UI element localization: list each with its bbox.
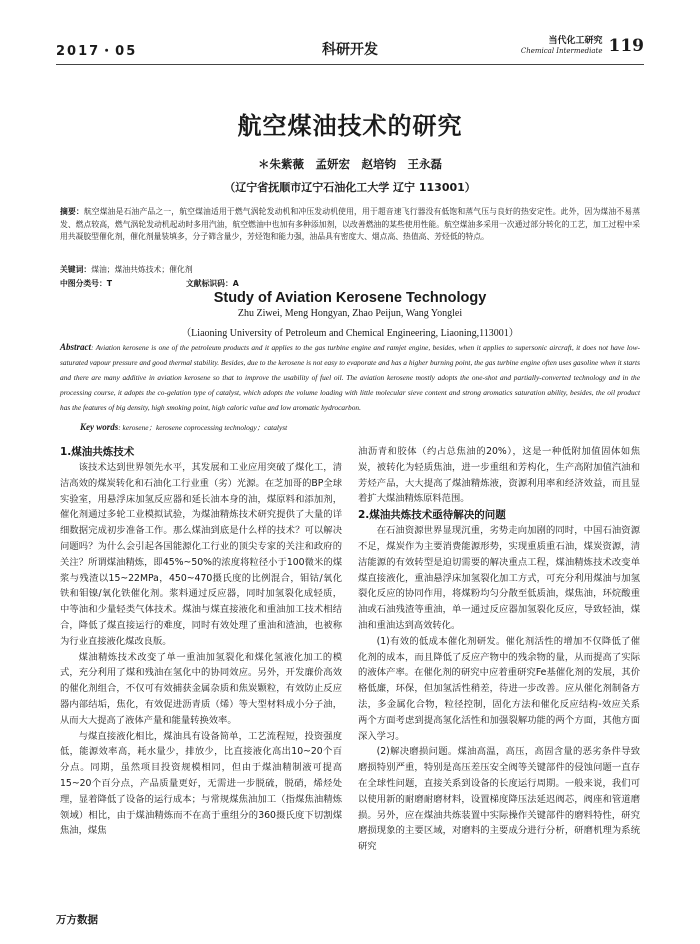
author-list: ＊朱紫薇 孟妍宏 赵培钧 王永磊 bbox=[258, 157, 442, 171]
keywords-text: 煤油；煤油共炼技术；催化剂 bbox=[91, 265, 193, 274]
docid-label: 文献标识码： bbox=[186, 279, 233, 288]
page-header bbox=[56, 36, 644, 62]
class-label: 中图分类号： bbox=[60, 279, 107, 288]
journal-masthead bbox=[521, 36, 644, 56]
affiliation: （辽宁省抚顺市辽宁石油化工大学 辽宁 113001） bbox=[224, 181, 476, 194]
paragraph: 油沥青和胶体（约占总焦油的20%），这是一种低附加值固体如焦炭，被转化为轻质焦油，进一步重组和芳构化，生产高附加值汽油和芳烃产品，大大提高了煤油精炼液，资源利用率和经济效益，而且显着扩大煤油精炼原料范围。 bbox=[358, 446, 640, 505]
footer-watermark: 万方数据 bbox=[56, 914, 98, 926]
section-2-heading: 2.煤油共炼技术亟待解决的问题 bbox=[358, 509, 506, 522]
english-keywords-text: : kerosene；kerosene coprocessing technology；catalyst bbox=[118, 423, 288, 432]
keywords-label: 关键词： bbox=[60, 265, 92, 274]
docid-value: A bbox=[232, 279, 239, 288]
paper-title: 航空煤油技术的研究 bbox=[237, 112, 463, 140]
english-abstract bbox=[60, 340, 640, 415]
abstract-label: 摘要： bbox=[60, 207, 84, 216]
paragraph: 煤油精炼技术改变了单一重油加氢裂化和煤化氢液化加工的模式，充分利用了煤和残油在氢化中的协同效应。另外，开发廉价高效的催化剂组合，不仅可有效捕获金属杂质和焦炭颗粒，有效防止反应器内部结垢，焦化，有效促进沥青质（烯）等大型材料成小分子油，从而大大提高了液体产量和能量转换效率。 bbox=[60, 651, 342, 726]
journal-name-en: Chemical Intermediate bbox=[520, 47, 603, 55]
english-abstract-text: : Aviation kerosene is one of the petroleum products and it applies to the gas turbine engine and ramjet engine, besides, when it applies to supersonic aircraft, it does not have low-saturated vapour pressure and good thermal stability. Besides, due to the kerosene is not easy to evaporate and has a higher burning point, the gas turbine engine often uses gasoline when it starts and there are many additive in aviation kerosene so that to improve the usability of fuel oil. The aviation kerosene mostly adopts the one-shot and partially-converted technology and in the processing course, it adopts the co-gelation type of catalyst, which adopts the volume loading with little molecular sieve content and strong aromatics saturation ability, besides, the oil product has the features of big density, high smoking point, high caloric value and low aromatic hydrocarbon. bbox=[60, 343, 640, 413]
paragraph: 该技术达到世界领先水平，其发展和工业应用突破了煤化工，清洁高效的煤炭转化和石油化工行业重（劣）光源。在芝加哥的BP全球实验室，用悬浮床加氢反应器和延长油本身的油，煤原料和添加剂，催化剂通过多轮工业模拟试验，为煤油精炼技术研究提供了大量的详细数据完成初步准备工作。那么煤油到底是什么样的技术？可以解决问题吗？为什么会引起各国能源化工行业的顶尖专家的关注和政府的关注？所谓煤油精炼，即45%~50%的浓度将粒径小于100微米的煤浆与残渣以15~22MPa，450~470摄氏度的比例混合，钼钴/氧化铁和钼镍/氧化铁催化剂。浆料通过反应器，同时加氢裂化成轻质，中等油和少量轻类气体技术。煤油与煤直接液化和重油加工技术相结合，降低了煤直接运行的难度，同时有效处理了重油和渣油，也被称为行业直接液化煤改良版。 bbox=[60, 462, 342, 647]
english-title: Study of Aviation Kerosene Technology bbox=[213, 290, 487, 306]
classification-line bbox=[60, 278, 620, 289]
paragraph: (2)解决磨损问题。煤油高温，高压，高固含量的恶劣条件导致磨损特别严重，特别是高压差压安全阀等关键部件的侵蚀问题一直存在全球性问题，直接关系到设备的长度运行周期。一般来说，我们可以使用新的耐磨耐磨材料，设置梯度降压法延迟阀芯，阀座和管道磨损。另外，应在煤油共炼装置中实际操作关键部件的磨料特性，研究磨损现象的主要区域，对磨料的主要成分进行分析，研磨机理为系统研究 bbox=[358, 746, 640, 853]
english-affiliation: （Liaoning University of Petroleum and Chemical Engineering, Liaoning,113001） bbox=[181, 328, 519, 339]
paragraph: 在石油资源世界显现沉重，劣势走向加剧的同时，中国石油资源不足，煤炭作为主要消费能源形势，实现重质重石油，煤炭资源，清洁能源的有效转型是迫切需要的解决重点工程，煤油精炼技术改变单煤直接液化，重油悬浮床加氢裂化加工方式，可充分利用煤油与加氢裂化反应的协同作用，将煤粉均匀分散至低质油，煤焦油，环烷酸重油或石油残渣等重油，单一通过反应器加氢裂化反应，导致轻油，煤油和重油达到高效转化。 bbox=[358, 525, 640, 631]
section-title: 科研开发 bbox=[322, 42, 378, 58]
english-authors: Zhu Ziwei, Meng Hongyan, Zhao Peijun, Wang Yonglei bbox=[237, 308, 463, 319]
right-column bbox=[358, 444, 640, 855]
section-1-heading: 1.煤油共炼技术 bbox=[60, 446, 135, 458]
english-abstract-label: Abstract bbox=[60, 342, 92, 352]
english-keywords bbox=[80, 422, 640, 433]
journal-name-cn: 当代化工研究 bbox=[548, 36, 603, 46]
paragraph: 与煤直接液化相比，煤油具有设备简单，工艺流程短，投资强度低，能源效率高，耗水量少，排放少，比直接液化高出10~20个百分点。同期，虽然项目投资规模相同，但由于煤油精制液可提高15~20个百分点，产品质量更好，无需进一步脱硫，脱硝，烯烃处理，显着降低了设备的运行成本；与常规煤焦油加工（指煤焦油精炼领域）相比，由于煤油精炼而不在高于重组分的360摄氏度下切割煤焦油，煤焦 bbox=[60, 730, 342, 837]
chinese-abstract bbox=[60, 206, 640, 244]
abstract-text: 航空煤油是石油产品之一，航空煤油适用于燃气涡轮发动机和冲压发动机使用，用于超音速飞行器没有低饱和蒸气压与良好的热安定性。此外，因为煤油不易蒸发、燃点较高，燃气涡轮发动机起动时多用汽油，航空燃油中也加有多种添加剂，以改善燃油的某些使用性能。航空煤油多采用一次通过部分转化的工艺，加工过程中采用共凝胶型催化剂，催化剂量装填多，分子筛含量少，芳烃饱和能力强，油品具有密度大、烟点高、热值高、芳烃低的特点。 bbox=[60, 207, 640, 242]
issue-number: 2017・05 bbox=[56, 44, 138, 59]
header-divider bbox=[56, 64, 644, 65]
chinese-keywords bbox=[60, 264, 640, 275]
english-keywords-label: Key words bbox=[80, 422, 119, 432]
page-number: 119 bbox=[608, 36, 644, 56]
class-value: T bbox=[106, 279, 113, 288]
left-column bbox=[60, 444, 342, 839]
paragraph: (1)有效的低成本催化剂研发。催化剂活性的增加不仅降低了催化剂的成本，而且降低了反应产物中的残余物的量，从而提高了实际的液体产率。在催化剂的研究中应着重研究Fe基催化剂的发展，其价格低廉，环保，但加氢活性稍差，待进一步改善。应从催化剂制备方法，多金属化合物，粒径控制，固化方法和催化反应结构-效应关系两个方面考虑到提高氢化活性和加强裂解功能的两个方面，其他方面深入学习。 bbox=[358, 635, 640, 742]
document-id bbox=[186, 278, 239, 289]
